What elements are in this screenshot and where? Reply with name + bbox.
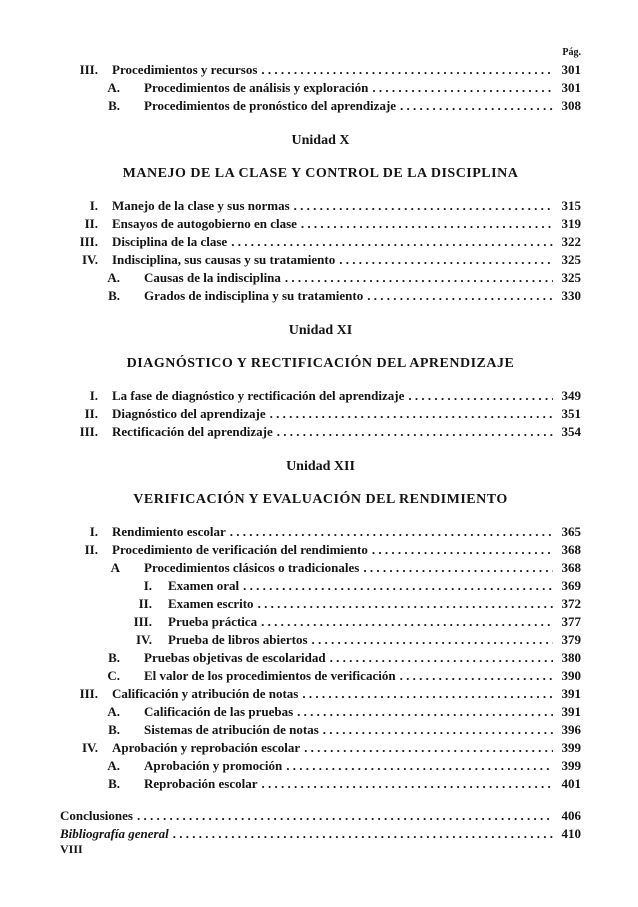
toc-entry bbox=[60, 807, 581, 825]
toc-entry-number: I. bbox=[89, 198, 98, 213]
toc-entry bbox=[60, 423, 581, 441]
dot-leader bbox=[400, 667, 553, 685]
dot-leader bbox=[372, 79, 553, 97]
toc-entry-number: A. bbox=[107, 704, 120, 719]
toc-entry-title: Procedimientos clásicos o tradicionales bbox=[144, 560, 360, 575]
toc-entry-number: III. bbox=[79, 234, 98, 249]
toc-entry bbox=[60, 559, 581, 577]
toc-entry bbox=[60, 405, 581, 423]
toc-entry-page: 315 bbox=[561, 198, 581, 213]
toc-entry bbox=[60, 703, 581, 721]
toc-entry-page: 377 bbox=[561, 614, 581, 629]
toc-entry-number: B. bbox=[108, 650, 120, 665]
toc-entry-title: Examen escrito bbox=[168, 596, 254, 611]
toc-entry-page: 399 bbox=[561, 740, 581, 755]
dot-leader bbox=[408, 387, 553, 405]
toc-entry-number: B. bbox=[108, 776, 120, 791]
toc-entry bbox=[60, 233, 581, 251]
toc-entry bbox=[60, 649, 581, 667]
dot-leader bbox=[258, 595, 553, 613]
dot-leader bbox=[367, 287, 553, 305]
dot-leader bbox=[301, 215, 553, 233]
dot-leader bbox=[277, 423, 553, 441]
toc-entry-page: 379 bbox=[561, 632, 581, 647]
toc-entry bbox=[60, 825, 581, 843]
dot-leader bbox=[339, 251, 553, 269]
toc-entry-number: II. bbox=[138, 596, 152, 611]
unit-title: MANEJO DE LA CLASE Y CONTROL DE LA DISCIPLINA bbox=[122, 166, 519, 181]
dot-leader bbox=[302, 685, 553, 703]
dot-leader bbox=[297, 703, 553, 721]
toc-entry bbox=[60, 251, 581, 269]
toc-entry bbox=[60, 631, 581, 649]
dot-leader bbox=[270, 405, 553, 423]
toc-entry-number: B. bbox=[108, 98, 120, 113]
toc-entry bbox=[60, 775, 581, 793]
toc-entry-page: 319 bbox=[561, 216, 581, 231]
dot-leader bbox=[261, 613, 553, 631]
toc-entry bbox=[60, 577, 581, 595]
toc-entry-page: 396 bbox=[561, 722, 581, 737]
toc-entry bbox=[60, 541, 581, 559]
toc-entry-title: Calificación y atribución de notas bbox=[112, 686, 299, 701]
toc-entry-title: Calificación de las pruebas bbox=[144, 704, 294, 719]
toc-entry-title: El valor de los procedimientos de verificación bbox=[144, 668, 396, 683]
toc-entry-page: 406 bbox=[561, 808, 581, 823]
toc-entry-number: II. bbox=[84, 406, 98, 421]
toc-entry-title: Procedimientos de análisis y exploración bbox=[144, 80, 369, 95]
toc-entry-page: 401 bbox=[561, 776, 581, 791]
toc-entry bbox=[60, 721, 581, 739]
toc-entry-page: 368 bbox=[561, 560, 581, 575]
toc-entry-page: 301 bbox=[561, 62, 581, 77]
toc-entry-title: Aprobación y promoción bbox=[144, 758, 283, 773]
dot-leader bbox=[323, 721, 553, 739]
toc-entry bbox=[60, 269, 581, 287]
toc-entry-page: 351 bbox=[561, 406, 581, 421]
dot-leader bbox=[294, 197, 553, 215]
dot-leader bbox=[173, 825, 553, 843]
toc-entry-number: IV. bbox=[81, 252, 98, 267]
toc-entry-number: IV. bbox=[135, 632, 152, 647]
toc-entry-title: Manejo de la clase y sus normas bbox=[112, 198, 290, 213]
toc-block-unit-xii bbox=[60, 523, 581, 793]
unit-heading: Unidad XI bbox=[288, 323, 353, 338]
toc-entry-page: 301 bbox=[561, 80, 581, 95]
page-column-header: Pág. bbox=[562, 47, 581, 58]
page-folio: VIII bbox=[60, 842, 83, 856]
toc-entry-page: 391 bbox=[561, 704, 581, 719]
toc-entry-number: I. bbox=[143, 578, 152, 593]
toc-entry bbox=[60, 215, 581, 233]
dot-leader bbox=[231, 233, 553, 251]
dot-leader bbox=[312, 631, 553, 649]
toc-entry-title: Causas de la indisciplina bbox=[144, 270, 281, 285]
toc-entry-number: I. bbox=[89, 388, 98, 403]
toc-entry-page: 390 bbox=[561, 668, 581, 683]
toc-entry-title: Procedimiento de verificación del rendimiento bbox=[112, 542, 368, 557]
unit-title: VERIFICACIÓN Y EVALUACIÓN DEL RENDIMIENTO bbox=[133, 492, 508, 507]
toc-entry bbox=[60, 613, 581, 631]
unit-title: DIAGNÓSTICO Y RECTIFICACIÓN DEL APRENDIZAJE bbox=[126, 356, 515, 371]
toc-entry-number: A. bbox=[107, 80, 120, 95]
toc-entry-page: 369 bbox=[561, 578, 581, 593]
toc-block-closing bbox=[60, 807, 581, 843]
toc-entry-number: A bbox=[110, 560, 120, 575]
toc-entry bbox=[60, 79, 581, 97]
toc-entry-page: 399 bbox=[561, 758, 581, 773]
dot-leader bbox=[363, 559, 553, 577]
toc-entry bbox=[60, 97, 581, 115]
toc-entry-page: 372 bbox=[561, 596, 581, 611]
toc-entry-title: Reprobación escolar bbox=[144, 776, 258, 791]
toc-entry-title: Diagnóstico del aprendizaje bbox=[112, 406, 266, 421]
dot-leader bbox=[230, 523, 553, 541]
toc-entry bbox=[60, 595, 581, 613]
toc-entry-title: Rendimiento escolar bbox=[112, 524, 226, 539]
toc-entry-number: C. bbox=[107, 668, 120, 683]
dot-leader bbox=[286, 757, 553, 775]
toc-entry-title: Disciplina de la clase bbox=[112, 234, 228, 249]
toc-entry-number: B. bbox=[108, 722, 120, 737]
toc-entry bbox=[60, 739, 581, 757]
toc-entry-title: Rectificación del aprendizaje bbox=[112, 424, 273, 439]
toc-entry-page: 325 bbox=[561, 252, 581, 267]
dot-leader bbox=[243, 577, 553, 595]
toc-entry-number: III. bbox=[79, 424, 98, 439]
dot-leader bbox=[304, 739, 553, 757]
toc-entry-number: A. bbox=[107, 270, 120, 285]
toc-entry-title: Examen oral bbox=[168, 578, 240, 593]
toc-entry bbox=[60, 523, 581, 541]
toc-entry bbox=[60, 61, 581, 79]
toc-entry-page: 380 bbox=[561, 650, 581, 665]
toc-entry-number: I. bbox=[89, 524, 98, 539]
toc-block-unit-ix-tail bbox=[60, 61, 581, 115]
toc-entry-title: Aprobación y reprobación escolar bbox=[112, 740, 301, 755]
toc-entry bbox=[60, 667, 581, 685]
dot-leader bbox=[400, 97, 553, 115]
toc-entry-title: Prueba de libros abiertos bbox=[168, 632, 308, 647]
toc-entry bbox=[60, 197, 581, 215]
toc-entry-number: B. bbox=[108, 288, 120, 303]
toc-entry-title: Grados de indisciplina y su tratamiento bbox=[144, 288, 364, 303]
toc-entry-page: 354 bbox=[561, 424, 581, 439]
toc-entry-title: Sistemas de atribución de notas bbox=[144, 722, 319, 737]
dot-leader bbox=[330, 649, 553, 667]
toc-entry-title: Procedimientos y recursos bbox=[112, 62, 258, 77]
toc-entry bbox=[60, 287, 581, 305]
toc-entry-title: Ensayos de autogobierno en clase bbox=[112, 216, 297, 231]
toc-entry-page: 322 bbox=[561, 234, 581, 249]
toc-entry-number: A. bbox=[107, 758, 120, 773]
toc-entry-number: III. bbox=[79, 62, 98, 77]
toc-entry-title: Pruebas objetivas de escolaridad bbox=[144, 650, 326, 665]
toc-entry-page: 391 bbox=[561, 686, 581, 701]
toc-entry-number: II. bbox=[84, 542, 98, 557]
table-of-contents bbox=[60, 61, 581, 843]
dot-leader bbox=[261, 61, 553, 79]
toc-entry-number: II. bbox=[84, 216, 98, 231]
toc-block-unit-xi bbox=[60, 387, 581, 441]
toc-entry-page: 410 bbox=[561, 826, 581, 841]
toc-entry-page: 368 bbox=[561, 542, 581, 557]
dot-leader bbox=[285, 269, 553, 287]
toc-entry-page: 325 bbox=[561, 270, 581, 285]
unit-heading: Unidad X bbox=[291, 133, 350, 148]
toc-block-unit-x bbox=[60, 197, 581, 305]
toc-entry-number: III. bbox=[79, 686, 98, 701]
toc-entry-page: 349 bbox=[561, 388, 581, 403]
toc-entry-page: 308 bbox=[561, 98, 581, 113]
unit-heading: Unidad XII bbox=[286, 459, 355, 474]
toc-entry-number: III. bbox=[133, 614, 152, 629]
toc-entry-page: 365 bbox=[561, 524, 581, 539]
toc-entry-title: Procedimientos de pronóstico del aprendizaje bbox=[144, 98, 397, 113]
toc-entry-title: Indisciplina, sus causas y su tratamiento bbox=[112, 252, 336, 267]
toc-entry-title: Bibliografía general bbox=[60, 826, 169, 841]
toc-entry-title: La fase de diagnóstico y rectificación del aprendizaje bbox=[112, 388, 405, 403]
toc-entry-title: Conclusiones bbox=[60, 808, 133, 823]
toc-entry bbox=[60, 757, 581, 775]
toc-entry bbox=[60, 685, 581, 703]
toc-entry bbox=[60, 387, 581, 405]
toc-entry-page: 330 bbox=[561, 288, 581, 303]
dot-leader bbox=[137, 807, 553, 825]
toc-entry-title: Prueba práctica bbox=[168, 614, 258, 629]
dot-leader bbox=[372, 541, 553, 559]
dot-leader bbox=[262, 775, 554, 793]
toc-entry-number: IV. bbox=[81, 740, 98, 755]
